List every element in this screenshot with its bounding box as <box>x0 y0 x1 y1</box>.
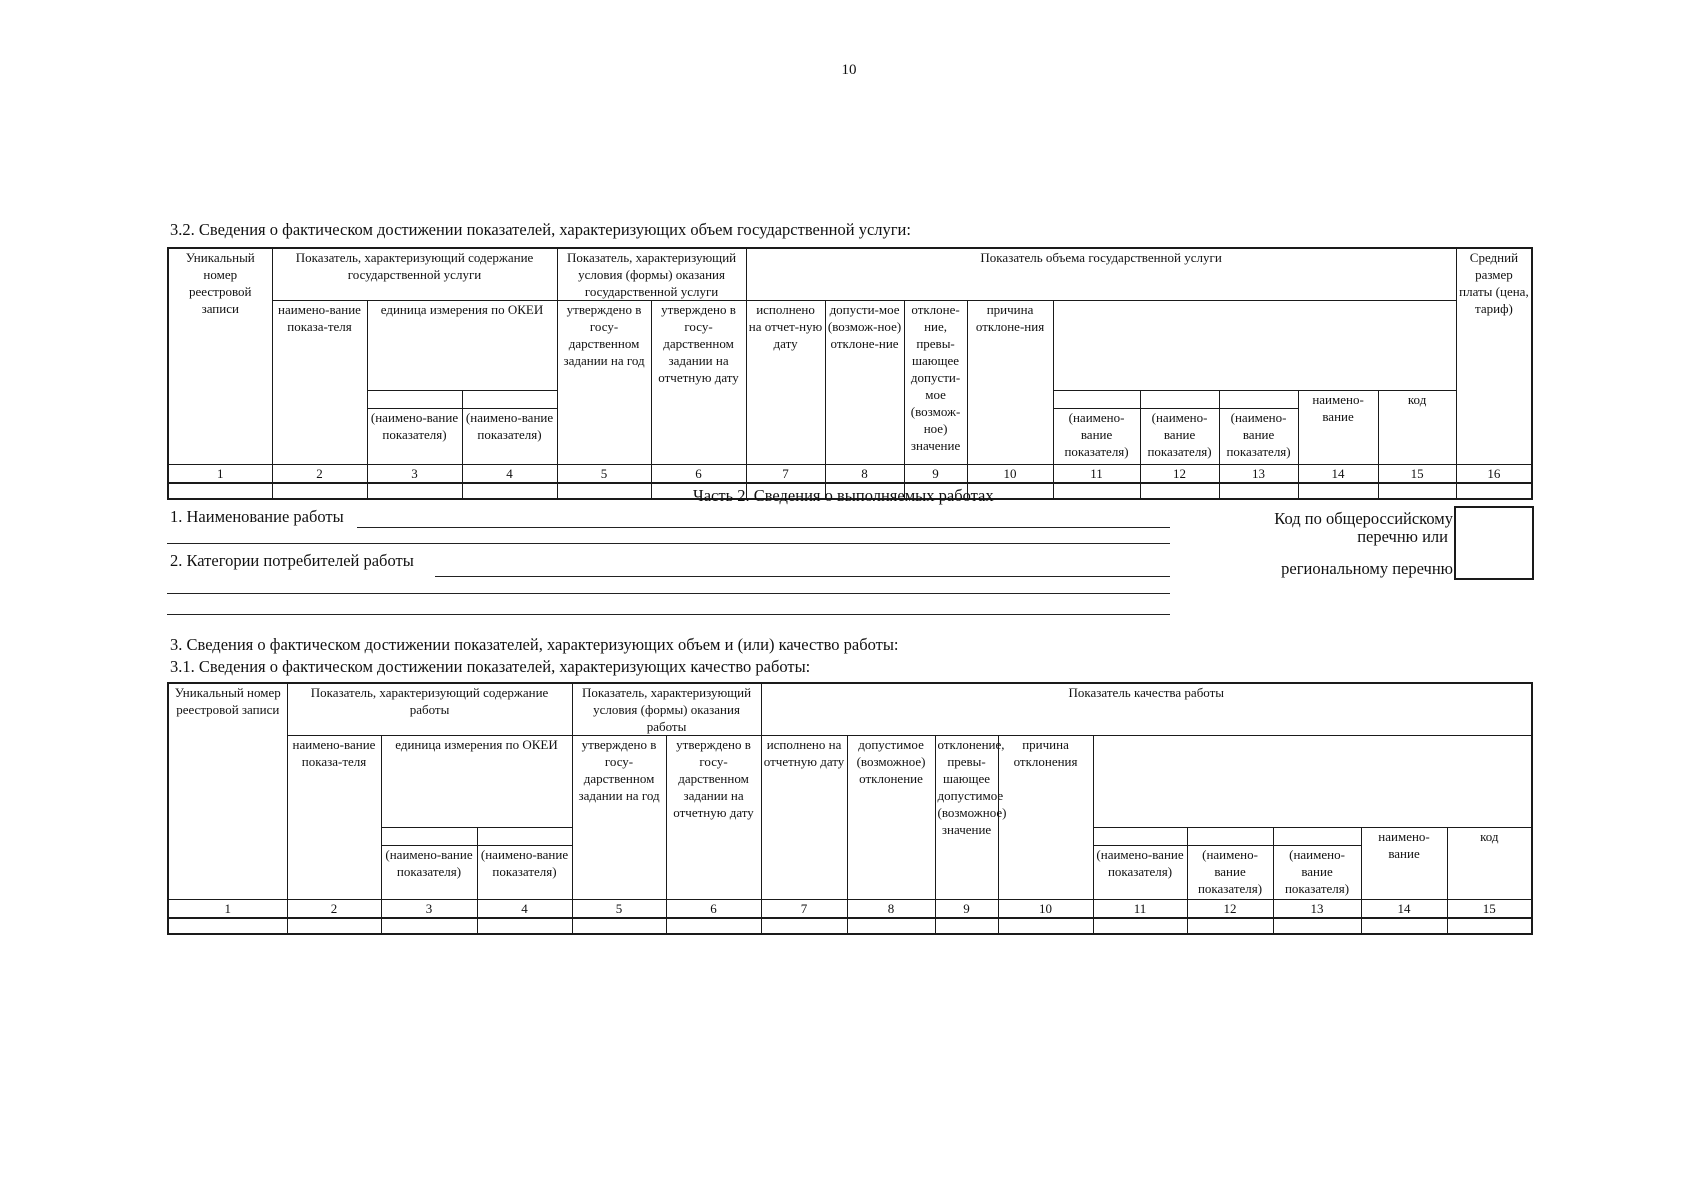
header-sub-indicator: (наимено-вание показателя) <box>1273 846 1361 900</box>
section-3-1-title: 3.1. Сведения о фактическом достижении показателей, характеризующих качество работы: <box>170 657 811 676</box>
data-cell[interactable] <box>1447 918 1532 934</box>
column-number: 10 <box>967 465 1053 484</box>
column-number: 12 <box>1140 465 1219 484</box>
header-blank <box>367 391 462 409</box>
data-cell[interactable] <box>462 483 557 499</box>
consumer-category-line-3[interactable] <box>167 614 1170 615</box>
column-number: 15 <box>1447 900 1532 919</box>
data-cell[interactable] <box>1140 483 1219 499</box>
part-2-title: Часть 2. Сведения о выполняемых работах <box>693 486 994 505</box>
column-number: 2 <box>272 465 367 484</box>
header-approved-year: утверждено в госу-дарственном задании на год <box>557 301 651 465</box>
header-unique-number: Уникальный номер реестровой записи <box>168 248 272 465</box>
column-number: 7 <box>746 465 825 484</box>
data-cell[interactable] <box>1093 918 1187 934</box>
header-content-indicator: Показатель, характеризующий содержание работы <box>287 683 572 736</box>
header-deviation-reason: причина отклонения <box>998 736 1093 900</box>
data-cell[interactable] <box>1378 483 1456 499</box>
column-number: 13 <box>1219 465 1298 484</box>
column-number: 8 <box>847 900 935 919</box>
header-blank <box>1053 391 1140 409</box>
data-cell[interactable] <box>1361 918 1447 934</box>
column-number: 1 <box>168 900 287 919</box>
data-cell[interactable] <box>1298 483 1378 499</box>
header-allowed-deviation: допусти-мое (возмож-ное) отклоне-ние <box>825 301 904 465</box>
column-number: 11 <box>1053 465 1140 484</box>
header-sub-indicator: (наимено-вание показателя) <box>381 846 477 900</box>
data-cell[interactable] <box>381 918 477 934</box>
header-sub-indicator: (наимено-вание показателя) <box>1093 846 1187 900</box>
header-indicator-name: наимено-вание показа-теля <box>272 301 367 465</box>
data-cell[interactable] <box>935 918 998 934</box>
data-cell[interactable] <box>1456 483 1532 499</box>
data-cell[interactable] <box>168 918 287 934</box>
quality-table <box>167 682 1533 935</box>
column-number: 11 <box>1093 900 1187 919</box>
header-average-fee: Средний размер платы (цена, тариф) <box>1456 248 1532 465</box>
data-cell[interactable] <box>477 918 572 934</box>
consumer-category-line-2[interactable] <box>167 593 1170 594</box>
column-number: 13 <box>1273 900 1361 919</box>
column-number: 2 <box>287 900 381 919</box>
header-unit-okei: единица измерения по ОКЕИ <box>367 301 557 391</box>
column-number: 9 <box>935 900 998 919</box>
header-blank <box>1273 828 1361 846</box>
header-blank <box>1219 391 1298 409</box>
data-cell[interactable] <box>1273 918 1361 934</box>
data-cell[interactable] <box>761 918 847 934</box>
code-label-line-1: Код по общероссийскому <box>1274 509 1453 528</box>
data-cell[interactable] <box>572 918 666 934</box>
header-executed: исполнено на отчетную дату <box>761 736 847 900</box>
header-exceeding-deviation: отклоне-ние, превы-шающее допусти-мое (возмож-ное) значение <box>904 301 967 465</box>
column-number: 4 <box>462 465 557 484</box>
column-number: 15 <box>1378 465 1456 484</box>
header-blank <box>477 828 572 846</box>
column-number: 14 <box>1298 465 1378 484</box>
header-quality-indicator: Показатель качества работы <box>761 683 1532 736</box>
column-number: 5 <box>557 465 651 484</box>
column-number: 7 <box>761 900 847 919</box>
header-allowed-deviation: допустимое (возможное) отклонение <box>847 736 935 900</box>
data-cell[interactable] <box>287 918 381 934</box>
header-blank <box>1140 391 1219 409</box>
section-3-title: 3. Сведения о фактическом достижении показателей, характеризующих объем и (или) качество работы: <box>170 635 899 654</box>
column-number: 3 <box>367 465 462 484</box>
data-cell[interactable] <box>367 483 462 499</box>
work-name-label: 1. Наименование работы <box>170 507 344 526</box>
header-unit-okei: единица измерения по ОКЕИ <box>381 736 572 828</box>
header-content-indicator: Показатель, характеризующий содержание государственной услуги <box>272 248 557 301</box>
column-number: 8 <box>825 465 904 484</box>
header-blank <box>1093 828 1187 846</box>
column-number: 6 <box>666 900 761 919</box>
volume-table <box>167 247 1533 500</box>
data-cell[interactable] <box>1053 483 1140 499</box>
column-number: 14 <box>1361 900 1447 919</box>
work-name-line-2[interactable] <box>167 543 1170 544</box>
header-unique-number: Уникальный номер реестровой записи <box>168 683 287 900</box>
code-label-line-3: региональному перечню <box>1281 559 1453 578</box>
header-conditions-indicator: Показатель, характеризующий условия (формы) оказания государственной услуги <box>557 248 746 301</box>
header-unit-name: наимено-вание <box>1298 391 1378 465</box>
data-cell[interactable] <box>272 483 367 499</box>
header-executed: исполнено на отчет-ную дату <box>746 301 825 465</box>
header-conditions-indicator: Показатель, характеризующий условия (формы) оказания работы <box>572 683 761 736</box>
column-number: 1 <box>168 465 272 484</box>
work-name-line[interactable] <box>357 527 1170 528</box>
header-blank <box>381 828 477 846</box>
page-number: 10 <box>841 62 857 78</box>
column-number: 10 <box>998 900 1093 919</box>
code-label-line-2: перечню или <box>1357 527 1448 546</box>
section-3-2-title: 3.2. Сведения о фактическом достижении показателей, характеризующих объем государственной услуги: <box>170 220 911 239</box>
consumer-category-line[interactable] <box>435 576 1170 577</box>
header-sub-indicator: (наимено-вание показателя) <box>1187 846 1273 900</box>
header-approved-year: утверждено в госу-дарственном задании на год <box>572 736 666 900</box>
header-approved-date: утверждено в госу-дарственном задании на отчетную дату <box>666 736 761 900</box>
code-box[interactable] <box>1454 506 1534 580</box>
column-number: 9 <box>904 465 967 484</box>
column-number: 4 <box>477 900 572 919</box>
column-number: 5 <box>572 900 666 919</box>
header-sub-indicator: (наимено-вание показателя) <box>1053 409 1140 465</box>
header-sub-indicator: (наимено-вание показателя) <box>462 409 557 465</box>
header-exceeding-deviation: отклонение, превы-шающее допустимое (возможное) значение <box>935 736 998 900</box>
header-unit-code: код <box>1378 391 1456 465</box>
header-deviation-reason: причина отклоне-ния <box>967 301 1053 465</box>
consumer-category-label: 2. Категории потребителей работы <box>170 551 414 570</box>
header-sub-indicator: (наимено-вание показателя) <box>477 846 572 900</box>
header-unit-name: наимено-вание <box>1361 828 1447 900</box>
column-number: 16 <box>1456 465 1532 484</box>
header-sub-indicator: (наимено-вание показателя) <box>367 409 462 465</box>
column-number: 6 <box>651 465 746 484</box>
data-cell[interactable] <box>168 483 272 499</box>
data-cell[interactable] <box>557 483 651 499</box>
header-indicator-name: наимено-вание показа-теля <box>287 736 381 900</box>
header-sub-indicator: (наимено-вание показателя) <box>1140 409 1219 465</box>
data-cell[interactable] <box>666 918 761 934</box>
header-sub-indicator: (наимено-вание показателя) <box>1219 409 1298 465</box>
data-cell[interactable] <box>1219 483 1298 499</box>
data-cell[interactable] <box>998 918 1093 934</box>
data-cell[interactable] <box>847 918 935 934</box>
data-cell[interactable] <box>1187 918 1273 934</box>
header-blank <box>1187 828 1273 846</box>
header-blank <box>462 391 557 409</box>
column-number: 3 <box>381 900 477 919</box>
header-approved-date: утверждено в госу-дарственном задании на отчетную дату <box>651 301 746 465</box>
column-number: 12 <box>1187 900 1273 919</box>
header-unit-code: код <box>1447 828 1532 900</box>
header-volume-indicator: Показатель объема государственной услуги <box>746 248 1456 301</box>
